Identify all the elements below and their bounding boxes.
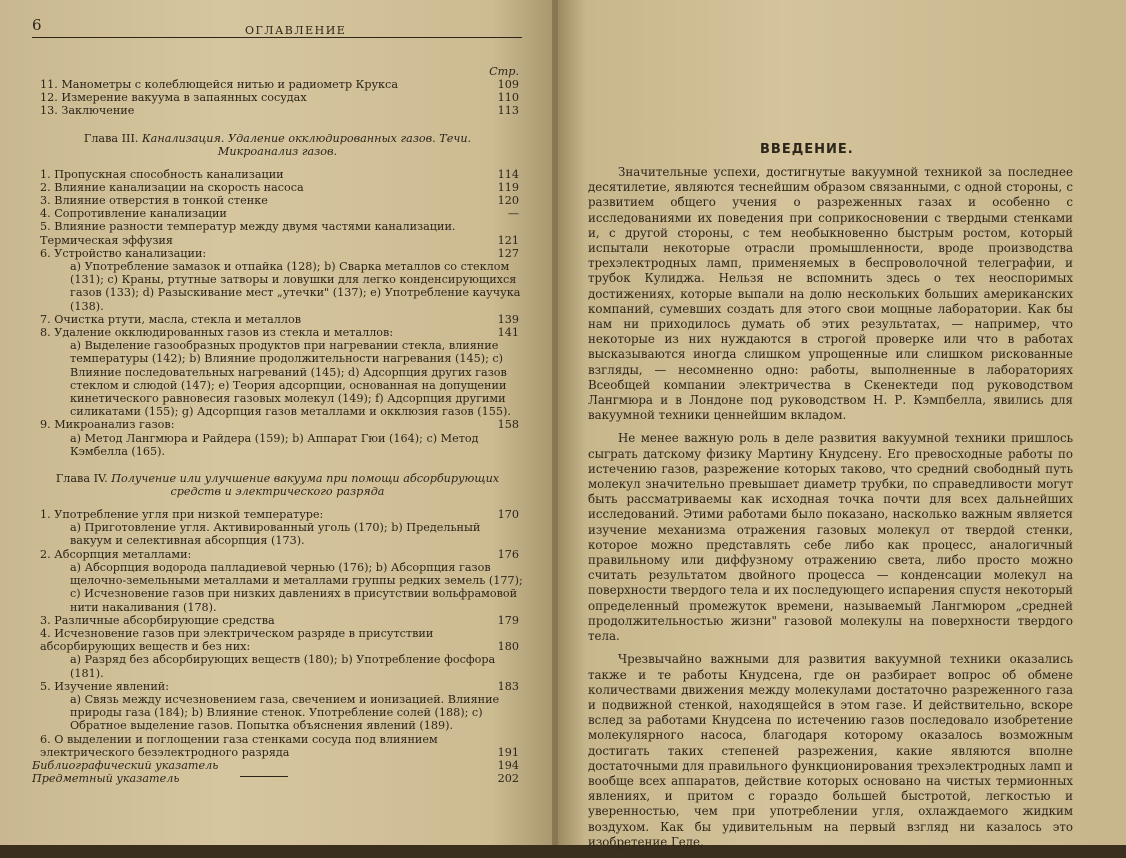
toc-entry[interactable]: 2. Влияние канализации на скорость насоса 119: [40, 180, 519, 194]
section-title: ВВЕДЕНИЕ.: [760, 142, 854, 157]
introduction-text: [588, 165, 1073, 858]
chapter-heading: Глава IV. Получение или улучшение вакуума при помощи абсорбирующих средств и электрического разряда: [55, 472, 500, 499]
toc-entry[interactable]: 8. Удаление окклюдированных газов из стекла и металлов: 141: [40, 326, 519, 340]
toc-subentries: a) Связь между исчезновением газа, свечением и ионизацией. Влияние природы газа (184); b) Влияние стенок. Употребление солей (188); c) Обратное выделение газов. Попытка объяснения явлений (189).: [70, 692, 500, 733]
toc-entry[interactable]: 5. Влияние разности температур между двумя частями канализации. Термическая эффузия 121: [40, 220, 519, 247]
header-rule: [32, 37, 522, 38]
toc-entry[interactable]: 12. Измерение вакуума в запаянных сосудах 110: [40, 91, 519, 105]
toc-entry[interactable]: 7. Очистка ртути, масла, стекла и металлов 139: [40, 312, 519, 326]
toc-entry[interactable]: 3. Влияние отверстия в тонкой стенке 120: [40, 194, 519, 208]
toc-subentries: a) Абсорпция водорода палладиевой чернью (176); b) Абсорпция газов щелочно-земельными металлами и металлами группы редких земель (177); c) Исчезновение газов при низких давлениях в присутствии вольфрамовой нити накаливания (178).: [70, 560, 523, 614]
toc-entry[interactable]: 4. Сопротивление канализации —: [40, 207, 519, 221]
toc-subentries: a) Выделение газообразных продуктов при нагревании стекла, влияние температуры (142); b) Влияние продолжительности нагревания (145); c) Влияние последовательных нагреваний (145); d) Адсорпция других газов стеклом и слюдой (147); e) Теория адсорпции, основанная на допущении кинетического равновесия газовых молекул (149); f) Адсорпция другими силикатами (155); g) Адсорпция газов металлами и окклюзия газов (155).: [70, 339, 511, 419]
end-rule: [240, 776, 288, 777]
toc-entry[interactable]: 1. Употребление угля при низкой температуре: 170: [40, 508, 519, 522]
toc-subentries: a) Разряд без абсорбирующих веществ (180); b) Употребление фосфора (181).: [70, 653, 496, 680]
chapter-title: Канализация. Удаление окклюдированных газов. Течи. Микроанализ газов.: [142, 131, 472, 158]
toc-subentries: a) Приготовление угля. Активированный уголь (170); b) Предельный вакуум и селективная абсорпция (173).: [70, 521, 481, 548]
paragraph: Не менее важную роль в деле развития вакуумной техники пришлось сыграть датскому физику Мартину Кнудсену. Его превосходные работы по истечению газов, разрежение которых таково, что средний свободный путь молекул значительно превышает диаметр трубки, по справедливости могут быть рассматриваемы как исходная точка почти для всех дальнейших исследований. Этими работами было показано, насколько важным является изучение механизма отражения газовых молекул от твердой стенки, которое можно представлять себе либо как процесс, аналогичный правильному или диффузному отражению света, либо просто можно считать результатом двойного процесса — конденсации молекул на поверхности твердого тела и их последующего испарения спустя некоторый определенный промежуток времени, называемый Лангмюром „средней продолжительностью жизни" газовой молекулы на поверхности твердого тела.: [588, 431, 1073, 644]
toc-entry[interactable]: 6. Устройство канализации: 127: [40, 246, 519, 260]
page-column-header: Стр.: [489, 65, 519, 78]
left-page: [0, 0, 558, 845]
chapter-heading: Глава III. Канализация. Удаление окклюдированных газов. Течи. Микроанализ газов.: [83, 131, 472, 158]
table-of-contents: [32, 66, 523, 785]
toc-entry[interactable]: 2. Абсорпция металлами: 176: [40, 547, 519, 561]
page-number: 6: [32, 16, 42, 34]
running-head: ОГЛАВЛЕНИЕ: [245, 24, 347, 37]
toc-entry[interactable]: 13. Заключение 113: [40, 104, 519, 118]
toc-entry[interactable]: 9. Микроанализ газов: 158: [40, 418, 519, 432]
toc-subentries: a) Метод Лангмюра и Райдера (159); b) Аппарат Гюи (164); c) Метод Кэмбелла (165).: [70, 431, 479, 458]
toc-entry[interactable]: 3. Различные абсорбирующие средства 179: [40, 613, 519, 627]
toc-entry[interactable]: 11. Манометры с колеблющейся нитью и радиометр Крукса 109: [40, 78, 519, 91]
toc-entry[interactable]: 6. О выделении и поглощении газа стенками сосуда под влиянием электрического безэлектродного разряда 191: [40, 732, 519, 759]
paragraph: Чрезвычайно важными для развития вакуумной техники оказались также и те работы Кнудсена, где он разбирает вопрос об обмене количествами движения между молекулами достаточно разреженного газа и подвижной стенкой, находящейся в этом газе. И действительно, вскоре вслед за работами Кнудсена по истечению газов последовало изобретение молекулярного насоса, благодаря которому оказалось возможным достигать таких степеней разрежения, какие являются вполне достаточными для правильного функционирования трехэлектродных ламп и вообще всех аппаратов, действие которых основано на чистых термионных явлениях, и притом с гораздо большей быстротой, легкостью и уверенностью, чем при употреблении угля, охлаждаемого жидким воздухом. Как бы удивительным на первый взгляд ни казалось это изобретение Геде,: [588, 652, 1073, 849]
toc-entry[interactable]: 1. Пропускная способность канализации 114: [40, 167, 519, 181]
toc-entry[interactable]: 5. Изучение явлений: 183: [40, 679, 519, 693]
paragraph: Значительные успехи, достигнутые вакуумной техникой за последнее десятилетие, являются теснейшим образом связанными, с одной стороны, с развитием общего учения о разреженных газах и особенно с исследованиями их поведения при соприкосновении с твердыми стенками и, с другой стороны, с тем необыкновенно быстрым ростом, который испытали некоторые отрасли промышленности, вроде производства трехэлектродных ламп, применяемых в беспроволочной телеграфии, и трубок Кулиджа. Нельзя не вспомнить здесь о тех неоспоримых достижениях, которые выпали на долю нескольких больших американских компаний, сумевших создать для этого свои мощные лаборатории. Как бы нам ни приходилось думать об этих результатах, — например, что некоторые из них нуждаются в строгой проверке или что в работах высказываются иногда слишком упрощенные или слишком рискованные взгляды, — несомненно одно: работы, выполненные в лабораториях Всеобщей компании электричества в Скенектеди под руководством Лангмюра и в Лондоне под руководством Н. Р. Кэмпбелла, явились для вакуумной техники ценнейшим вкладом.: [588, 165, 1073, 423]
toc-entry[interactable]: 4. Исчезновение газов при электрическом разряде в присутствии абсорбирующих веществ и без них: 180: [40, 626, 519, 654]
toc-entry[interactable]: Библиографический указатель 194: [32, 758, 519, 772]
chapter-title: Получение или улучшение вакуума при помощи абсорбирующих средств и электрического разряда: [111, 472, 500, 499]
toc-subentries: a) Употребление замазок и отпайка (128); b) Сварка металлов со стеклом (131); c) Краны, ртутные затворы и ловушки для легко конденсирующихся газов (133); d) Разыскивание мест „утечки" (137); e) Употребление каучука (138).: [70, 260, 521, 313]
toc-entry[interactable]: Предметный указатель 202: [32, 772, 519, 786]
